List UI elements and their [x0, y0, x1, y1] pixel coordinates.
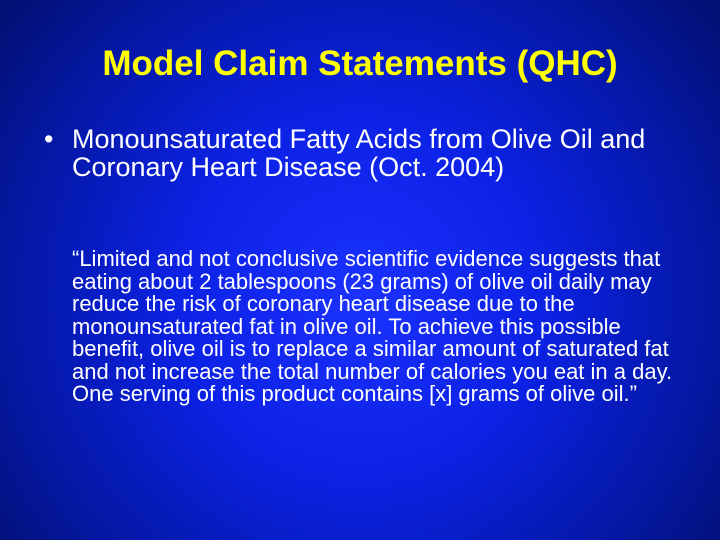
bullet-item	[44, 125, 684, 181]
bullet-marker: •	[44, 124, 54, 154]
claim-quote: “Limited and not conclusive scientific evidence suggests that eating about 2 tablespoons (23 grams) of olive oil daily may reduce the risk of coronary heart disease due to the monounsaturated fat in olive oil. To achieve this possible benefit, olive oil is to replace a similar amount of saturated fat and not increase the total number of calories you eat in a day. One serving of this product contains [x] grams of olive oil.”	[72, 246, 673, 406]
bullet-text: Monounsaturated Fatty Acids from Olive Oil and Coronary Heart Disease (Oct. 2004)	[72, 124, 646, 182]
slide-title: Model Claim Statements (QHC)	[102, 44, 618, 83]
